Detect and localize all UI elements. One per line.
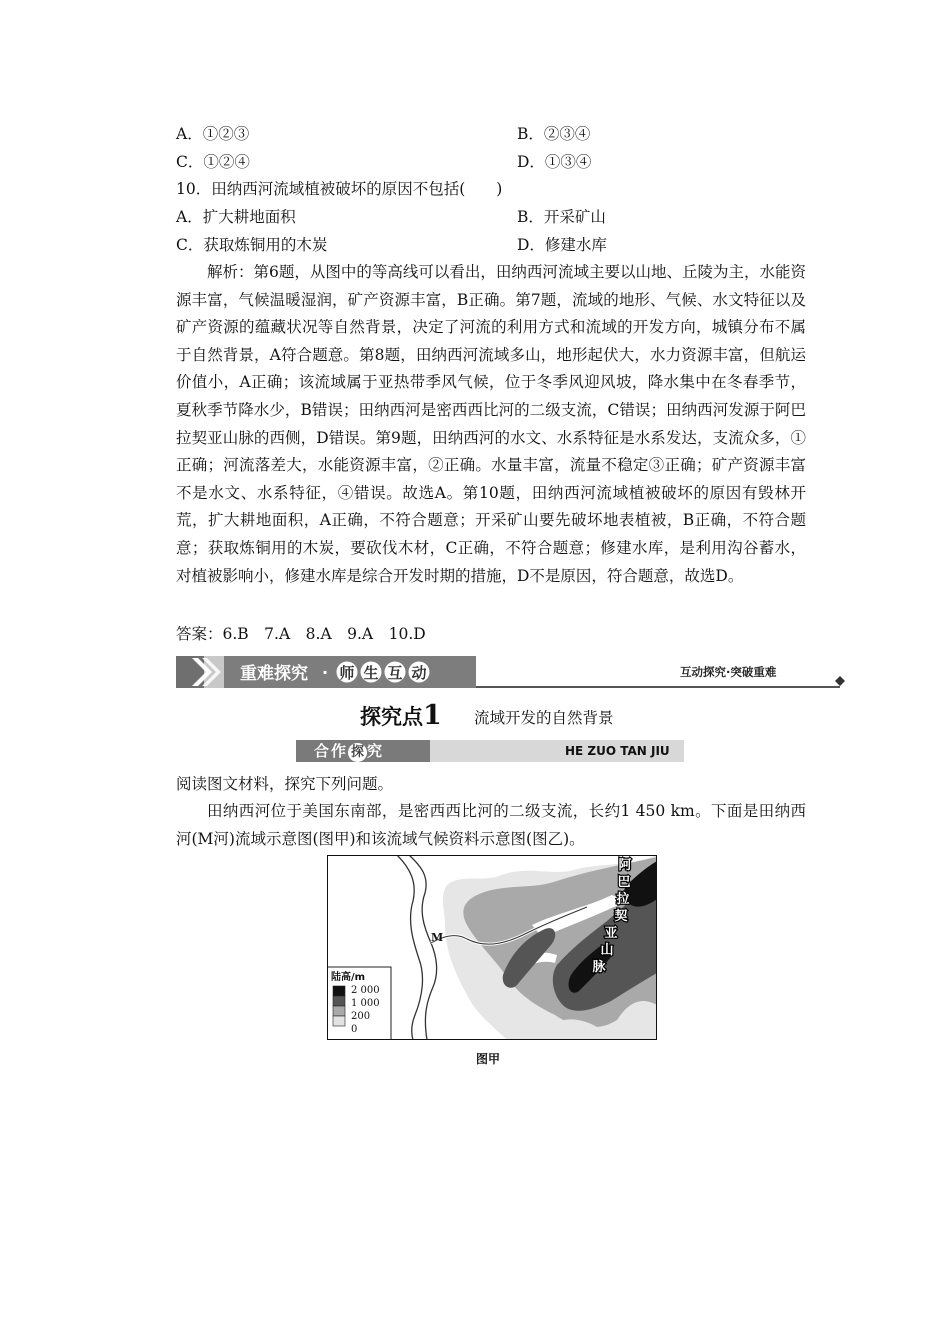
question-10-stem: 10．田纳西河流域植被破坏的原因不包括( ) <box>176 180 503 198</box>
legend-swatch-2 <box>333 996 345 1006</box>
mountain-label-6: 山 <box>600 943 614 958</box>
material-paragraph: 田纳西河位于美国东南部，是密西西比河的二级支流，长约1 450 km。下面是田纳西河(M河)流域示意图(图甲)和该流域气候资料示意图(图乙)。 <box>176 802 806 848</box>
analysis-paragraph: 解析：第6题，从图中的等高线可以看出，田纳西河流域主要以山地、丘陵为主，水能资源丰富，气候温暖湿润，矿产资源丰富，B正确。第7题，流域的地形、气候、水文特征以及矿产资源的蕴藏状况等自然背景，决定了河流的利用方式和流域的开发方向，城镇分布不属于自然背景，A符合题意。第8题，田纳西河流域多山，地形起伏大，水力资源丰富，但航运价值小，A正确；该流域属于亚热带季风气候，位于冬季风迎风坡，降水集中在冬春季节，夏秋季节降水少，B错误；田纳西河是密西西比河的二级支流，C错误；田纳西河发源于阿巴拉契亚山脉的西侧，D错误。第9题，田纳西河的水文、水系特征是水系发达，支流众多，①正确；河流落差大，水能资源丰富，②正确。水量丰富，流量不稳定③正确；矿产资源丰富不是水文、水系特征，④错误。故选A。第10题，田纳西河流域植被破坏的原因有毁林开荒，扩大耕地面积，A正确，不符合题意；开采矿山要先破坏地表植被，B正确，不符合题意；获取炼铜用的木炭，要砍伐木材，C正确，不符合题意；修建水库，是利用沟谷蓄水，对植被影响小，修建水库是综合开发时期的措施，D不是原因，符合题意，故选D。 <box>176 263 806 585</box>
map-caption: 图甲 <box>476 1052 501 1066</box>
legend-swatch-3 <box>333 1006 345 1016</box>
intro-text: 阅读图文材料，探究下列问题。 <box>176 775 394 793</box>
hezuo-pinyin: HE ZUO TAN JIU <box>565 744 670 758</box>
legend-value-4: 0 <box>351 1024 358 1035</box>
diamond-icon <box>834 675 846 687</box>
tennessee-basin-map <box>327 855 657 1040</box>
option-q10-c: C．获取炼铜用的木炭 <box>176 236 328 254</box>
option-q10-b: B．开采矿山 <box>517 208 606 226</box>
mountain-label-7: 脉 <box>592 960 606 975</box>
hezuo-label <box>314 740 384 762</box>
legend-value-1: 2 000 <box>351 985 380 996</box>
mountain-label-5: 亚 <box>604 926 618 941</box>
banner-left-text: 重难探究 <box>240 664 308 684</box>
hezuo-chars: 合作 <box>314 742 349 760</box>
hezuo-circled-char: 探 <box>348 743 367 762</box>
option-q9-b: B．②③④ <box>517 125 591 143</box>
answer-line: 答案：6.B 7.A 8.A 9.A 10.D <box>176 625 426 643</box>
section-number: 1 <box>423 700 442 731</box>
mountain-label-4: 契 <box>614 909 628 924</box>
legend-title: 陆高/m <box>331 972 366 983</box>
banner-rule <box>476 686 840 688</box>
map-legend <box>327 967 391 1040</box>
hezuo-char-after: 究 <box>367 742 385 760</box>
banner-char-2: 生 <box>363 664 379 682</box>
option-q10-a: A．扩大耕地面积 <box>176 208 296 226</box>
section-subtitle: 流域开发的自然背景 <box>474 709 614 727</box>
mountain-label-1: 阿 <box>618 858 632 873</box>
section-title-text: 探究点 <box>360 705 423 729</box>
section-title <box>360 700 442 731</box>
mountain-label-3: 拉 <box>616 892 630 907</box>
legend-value-2: 1 000 <box>351 998 380 1009</box>
banner-char-4: 动 <box>411 664 427 682</box>
option-q9-d: D．①③④ <box>517 153 592 171</box>
option-q9-a: A．①②③ <box>176 125 250 143</box>
legend-swatch-4 <box>333 1016 345 1026</box>
mountain-label-2: 巴 <box>617 875 631 890</box>
section-banner <box>176 656 476 688</box>
legend-value-3: 200 <box>351 1011 371 1022</box>
banner-tag: 互动探究·突破重难 <box>680 665 777 679</box>
banner-dot: · <box>322 663 329 682</box>
banner-char-1: 师 <box>339 664 355 682</box>
legend-swatch-1 <box>333 986 345 996</box>
banner-char-3: 互 <box>387 664 403 682</box>
option-q9-c: C．①②④ <box>176 153 250 171</box>
option-q10-d: D．修建水库 <box>517 236 607 254</box>
river-label: M <box>431 931 444 944</box>
